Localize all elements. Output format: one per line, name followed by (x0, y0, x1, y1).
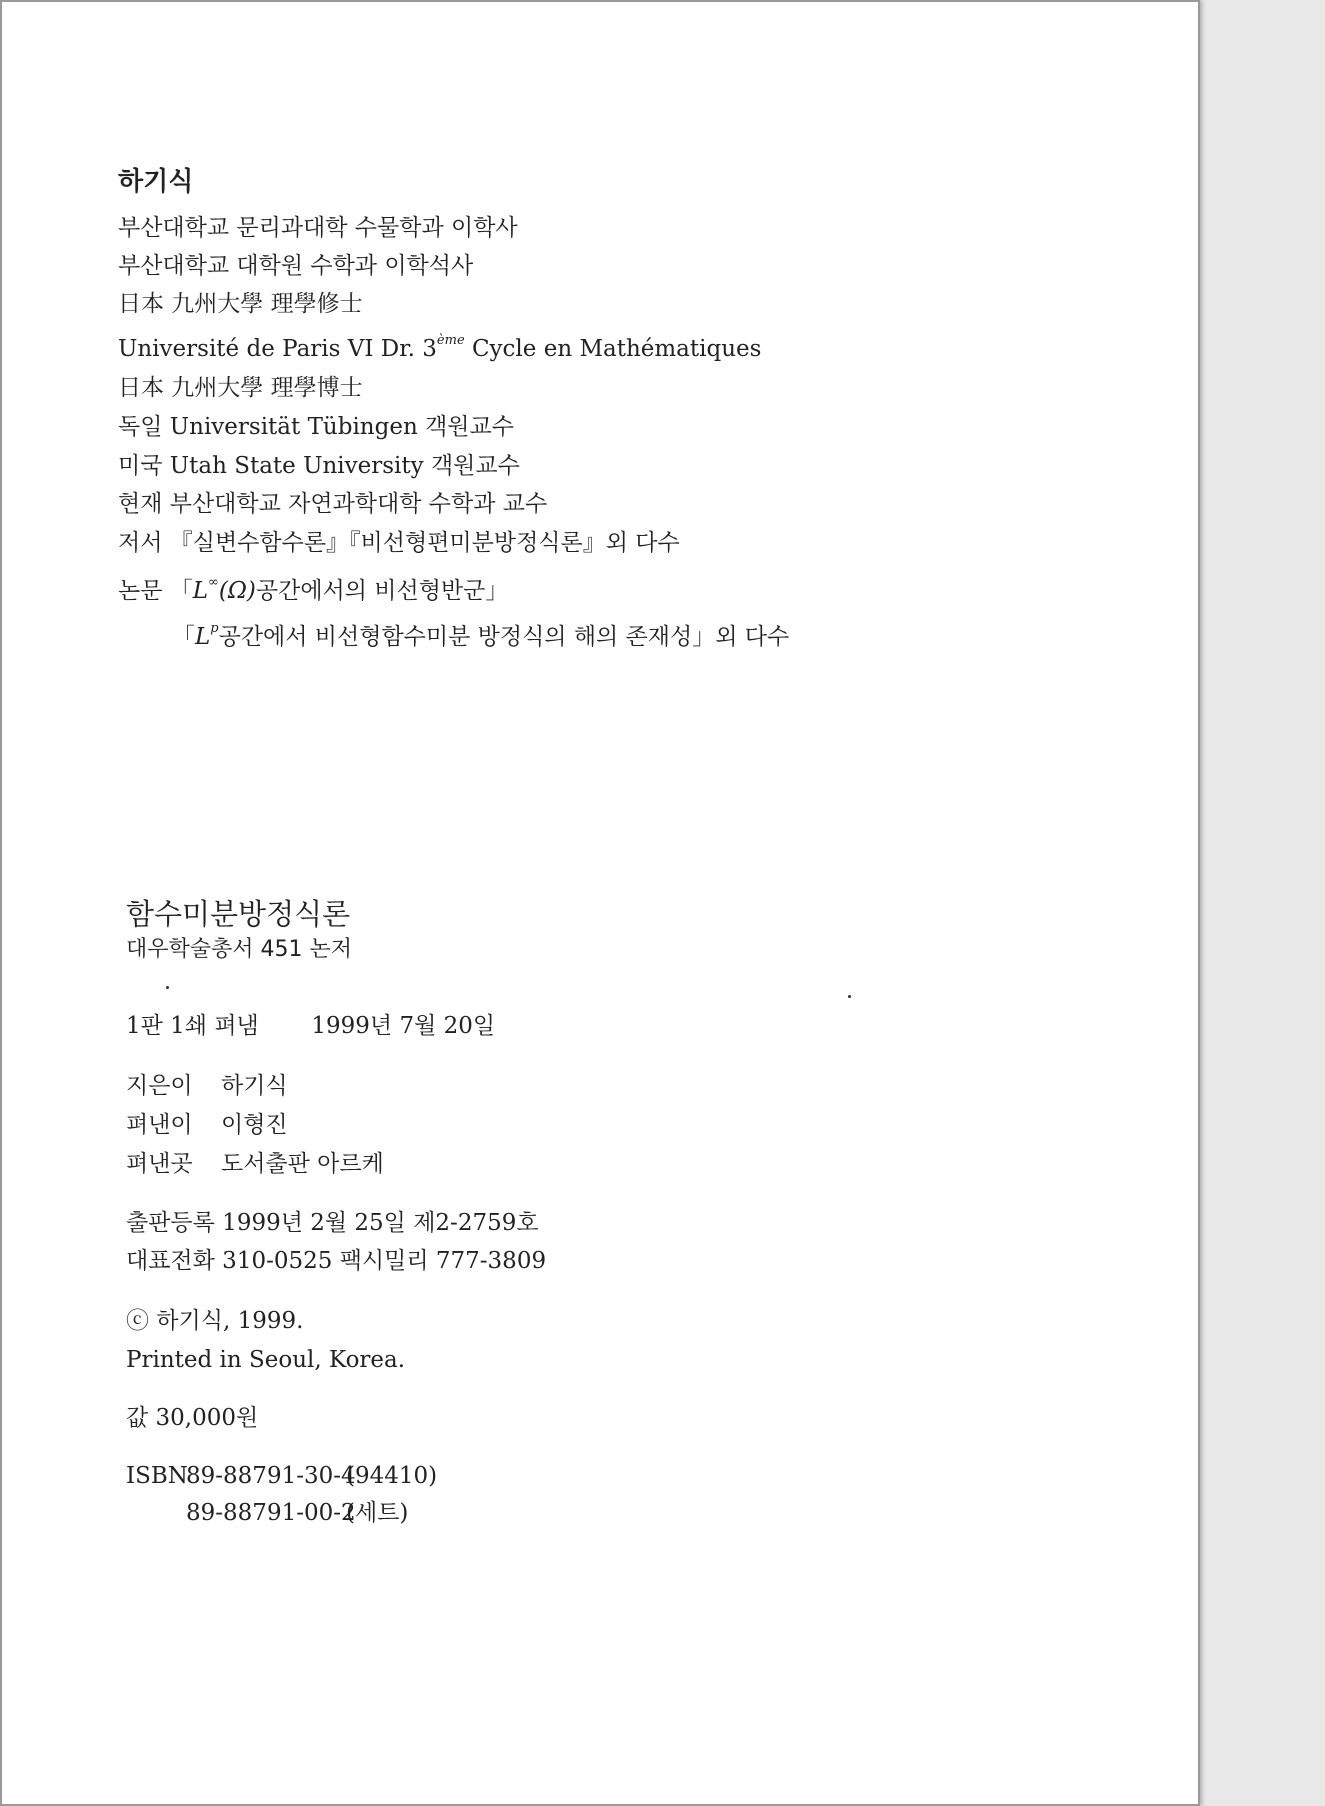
isbn-line-2 (126, 1499, 408, 1527)
scan-speck (166, 986, 169, 989)
book-series: 대우학술총서 451 논저 (126, 937, 352, 962)
credit-label: 지은이 (126, 1073, 193, 1099)
papers-suffix: 공간에서 비선형함수미분 방정식의 해의 존재성」외 다수 (218, 624, 790, 650)
author-bio-paris (118, 335, 761, 363)
isbn-label: ISBN (126, 1463, 188, 1489)
paris-prefix: Université de Paris VI Dr. 3 (118, 336, 437, 362)
publish-date: 1999년 7월 20일 (311, 1013, 496, 1039)
credit-label: 펴낸곳 (126, 1151, 193, 1177)
math-symbol-l: L (195, 624, 211, 650)
isbn-number: 89-88791-30-4 (186, 1463, 356, 1489)
credit-publisher (126, 1111, 288, 1139)
isbn-note: (세트) (346, 1500, 409, 1526)
scan-speck (848, 995, 851, 998)
author-bio-line: 日本 九州大學 理學博士 (118, 375, 363, 401)
papers-prefix: 「 (172, 624, 195, 650)
author-papers-line-2 (172, 623, 789, 651)
author-papers-line-1 (118, 577, 508, 605)
author-bio-line: 부산대학교 대학원 수학과 이학석사 (118, 253, 474, 279)
author-name: 하기식 (118, 167, 194, 197)
author-bio-line: 저서 『실변수함수론』『비선형편미분방정식론』외 다수 (118, 530, 680, 556)
credit-label: 펴낸이 (126, 1112, 193, 1138)
isbn-number: 89-88791-00-2 (186, 1500, 356, 1526)
author-bio-line: 부산대학교 문리과대학 수물학과 이학사 (118, 215, 518, 241)
copyright-line: ⓒ 하기식, 1999. (126, 1308, 304, 1334)
author-bio-line: 독일 Universität Tübingen 객원교수 (118, 414, 514, 440)
author-bio-line: 日本 九州大學 理學修士 (118, 291, 363, 317)
printed-line: Printed in Seoul, Korea. (126, 1347, 406, 1373)
paris-suffix: Cycle en Mathématiques (471, 336, 762, 362)
credit-value: 도서출판 아르케 (221, 1151, 384, 1177)
book-title: 함수미분방정식론 (126, 897, 351, 931)
math-omega: (Ω) (218, 578, 256, 604)
credit-house (126, 1150, 384, 1178)
math-symbol-l: L (192, 578, 209, 604)
papers-suffix: 공간에서의 비선형반군」 (255, 578, 509, 604)
isbn-note: (94410) (346, 1463, 438, 1489)
credit-value: 하기식 (221, 1073, 288, 1099)
registration-line: 출판등록 1999년 2월 25일 제2-2759호 (126, 1210, 539, 1236)
math-sup-infinity: ∞ (208, 575, 219, 590)
papers-prefix: 논문 「 (118, 578, 193, 604)
edition-line (126, 1012, 495, 1040)
credit-author (126, 1072, 288, 1100)
edition-label: 1판 1쇄 펴냄 (126, 1013, 259, 1039)
paris-superscript: ème (436, 333, 465, 348)
author-bio-line: 미국 Utah State University 객원교수 (118, 453, 520, 479)
math-sup-p: p (210, 621, 219, 636)
price-line: 값 30,000원 (126, 1405, 259, 1431)
author-bio-line: 현재 부산대학교 자연과학대학 수학과 교수 (118, 491, 548, 517)
isbn-line-1 (126, 1462, 437, 1490)
phone-line: 대표전화 310-0525 팩시밀리 777-3809 (126, 1248, 547, 1274)
credit-value: 이형진 (221, 1112, 288, 1138)
